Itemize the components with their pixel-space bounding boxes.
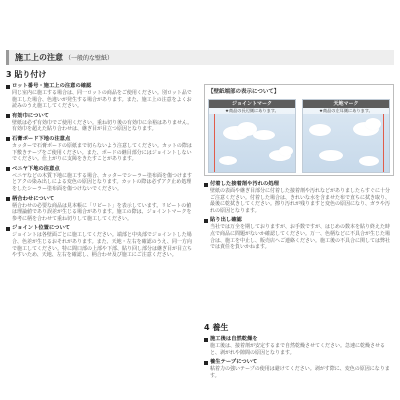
square-bullet-icon: [204, 338, 208, 342]
panel-note: ★商品の左耳側にあります。: [303, 108, 389, 114]
square-bullet-icon: [6, 197, 10, 201]
note-title: 養生テープについて: [210, 359, 258, 366]
note-title: ジョイント位置について: [12, 225, 71, 232]
note-body: 施工後は、接着剤が安定するまで自然乾燥させてください。急速に乾燥させると、剥がれや隙間の原因となります。: [210, 343, 386, 356]
note-title: 施工後は自然乾燥を: [210, 336, 258, 342]
square-bullet-icon: [204, 361, 208, 365]
joint-mark-panel: [208, 99, 296, 173]
cloud-icon: [279, 146, 293, 156]
note-block-pattern: [6, 196, 196, 223]
note-body: 壁紙の表面や継ぎ目部分に付着した接着剤や汚れなどがありましたらすぐに十分ご注意ください。付着した場合は、きれいな水を含ませた布で直ちに拭き取り、最後に乾拭きしてください。擦り汚れが残りますと変色の原因になり、ガラや汚れの原因となります。: [210, 188, 391, 214]
note-body: 同じ室内に施工する場合は、同一ロットの商品をご使用ください。別ロット品で施工した場合、色違いが発生する場合があります。また、施工上の注意をよくお読みのうえ施工してください。: [12, 90, 192, 110]
edge-mark-figure: [204, 84, 394, 176]
note-body: 粘着力の強いテープの使用は避けてください。剥がす際に、変色の原因になります。: [210, 366, 390, 379]
note-title: 石膏ボード下地の注意点: [12, 135, 71, 142]
note-body: カッターで石膏ボードの原紙まで切らないよう注意してください。カットの際は下敷きテープをご使用ください。また、ボードの継目部分にはジョイントしないでください。仕上がりに支障をきたすことがあります。: [12, 142, 192, 163]
note-block-tape: [204, 359, 394, 379]
square-bullet-icon: [204, 219, 208, 223]
note-block-gypsum: [6, 136, 196, 163]
note-title: 貼り出し確認: [210, 217, 242, 224]
cloud-icon: [359, 156, 379, 166]
note-title: 柄合わせについて: [12, 195, 55, 202]
note-title: 付着した接着剤や汚れの処理: [210, 181, 279, 187]
note-title: 有効巾について: [12, 112, 49, 119]
square-bullet-icon: [6, 85, 10, 89]
curing-section: [204, 323, 394, 382]
cloud-icon: [219, 156, 237, 165]
note-body: 壁紙は必ず有効巾でご使用ください。重ね切り後の有効巾に余裕はありません。有効巾を超えた貼り合わせは、継ぎ目が目立つ原因となります。: [12, 119, 193, 133]
page-title: 施工上の注意: [15, 53, 63, 62]
panel-note: ★商品の長辺側にあります。: [209, 108, 295, 114]
note-block-lot: [6, 83, 196, 110]
note-block-width: [6, 113, 196, 133]
note-block-natural-dry: [204, 336, 394, 356]
note-body: ベニヤなどの木質下地に施工する場合、カッターでシーラー塗布面を傷つけますとアクの染み出しによる変色の原因となります。カットの際は必ずアク止め処理をしたシーラー塗布面を傷つけないでください。: [12, 172, 192, 192]
right-notes: [204, 181, 394, 254]
cloud-icon: [365, 118, 381, 130]
panel-label: 天地マーク: [303, 100, 389, 108]
cloud-icon: [319, 150, 343, 161]
note-block-joint: [6, 225, 196, 258]
figure-title: 【壁紙端部の表示について】: [208, 89, 280, 95]
left-column: [6, 70, 196, 262]
section-title-attaching: 3 貼り付け: [6, 70, 47, 79]
square-bullet-icon: [6, 114, 10, 118]
note-title: ロット番号・施工上の注意の確認: [12, 83, 92, 89]
note-block-check: [204, 217, 394, 250]
cloud-icon: [309, 124, 331, 136]
note-title: ベニヤ下地の注意点: [12, 165, 60, 172]
square-bullet-icon: [6, 167, 10, 171]
note-block-cleanup: [204, 181, 394, 214]
joint-edge-line: [214, 114, 215, 172]
note-block-plywood: [6, 166, 196, 193]
note-body: ジョイントは各壁面ごとに施工してください。端部と中央部でジョイントした場合、色差が生じるおそれがあります。また、天地・左右を確認のうえ、同一方向で施工してください。特に間口部の上部や下部、貼り回し部分は継ぎ目が目立ちやすいため、天地、左右を確認し、柄合わせ及び施工にご注意ください。: [12, 232, 193, 259]
note-body: 柄合わせの必要な商品は見本帳に「リピート」を表示しています。リピートの値は理論値であり誤差が生じる場合があります。施工の際は、ジョイントマークを参考に柄を合わせて重ね切りして施工してください。: [12, 202, 192, 222]
panel-label: ジョイントマーク: [209, 100, 295, 108]
section-title-curing: 4 養生: [204, 323, 229, 332]
note-body: 当社では万全を期しておりますが、お手数ですが、はじめの数本を貼り終えた時点で商品に問題がないか確認してください。万一、色柄などに不具合が生じた場合は、施工を中止し、販売店へご連絡ください。施工後の不具合に関しては弊社では責任を負いかねます。: [210, 224, 391, 251]
page-header: [6, 50, 394, 65]
top-bottom-edge-line: [383, 114, 384, 172]
page-subtitle: （一般的な壁紙）: [65, 55, 114, 62]
top-bottom-mark-panel: [302, 99, 390, 173]
square-bullet-icon: [6, 227, 10, 231]
square-bullet-icon: [6, 137, 10, 141]
square-bullet-icon: [204, 183, 208, 187]
cloud-icon: [253, 130, 275, 140]
